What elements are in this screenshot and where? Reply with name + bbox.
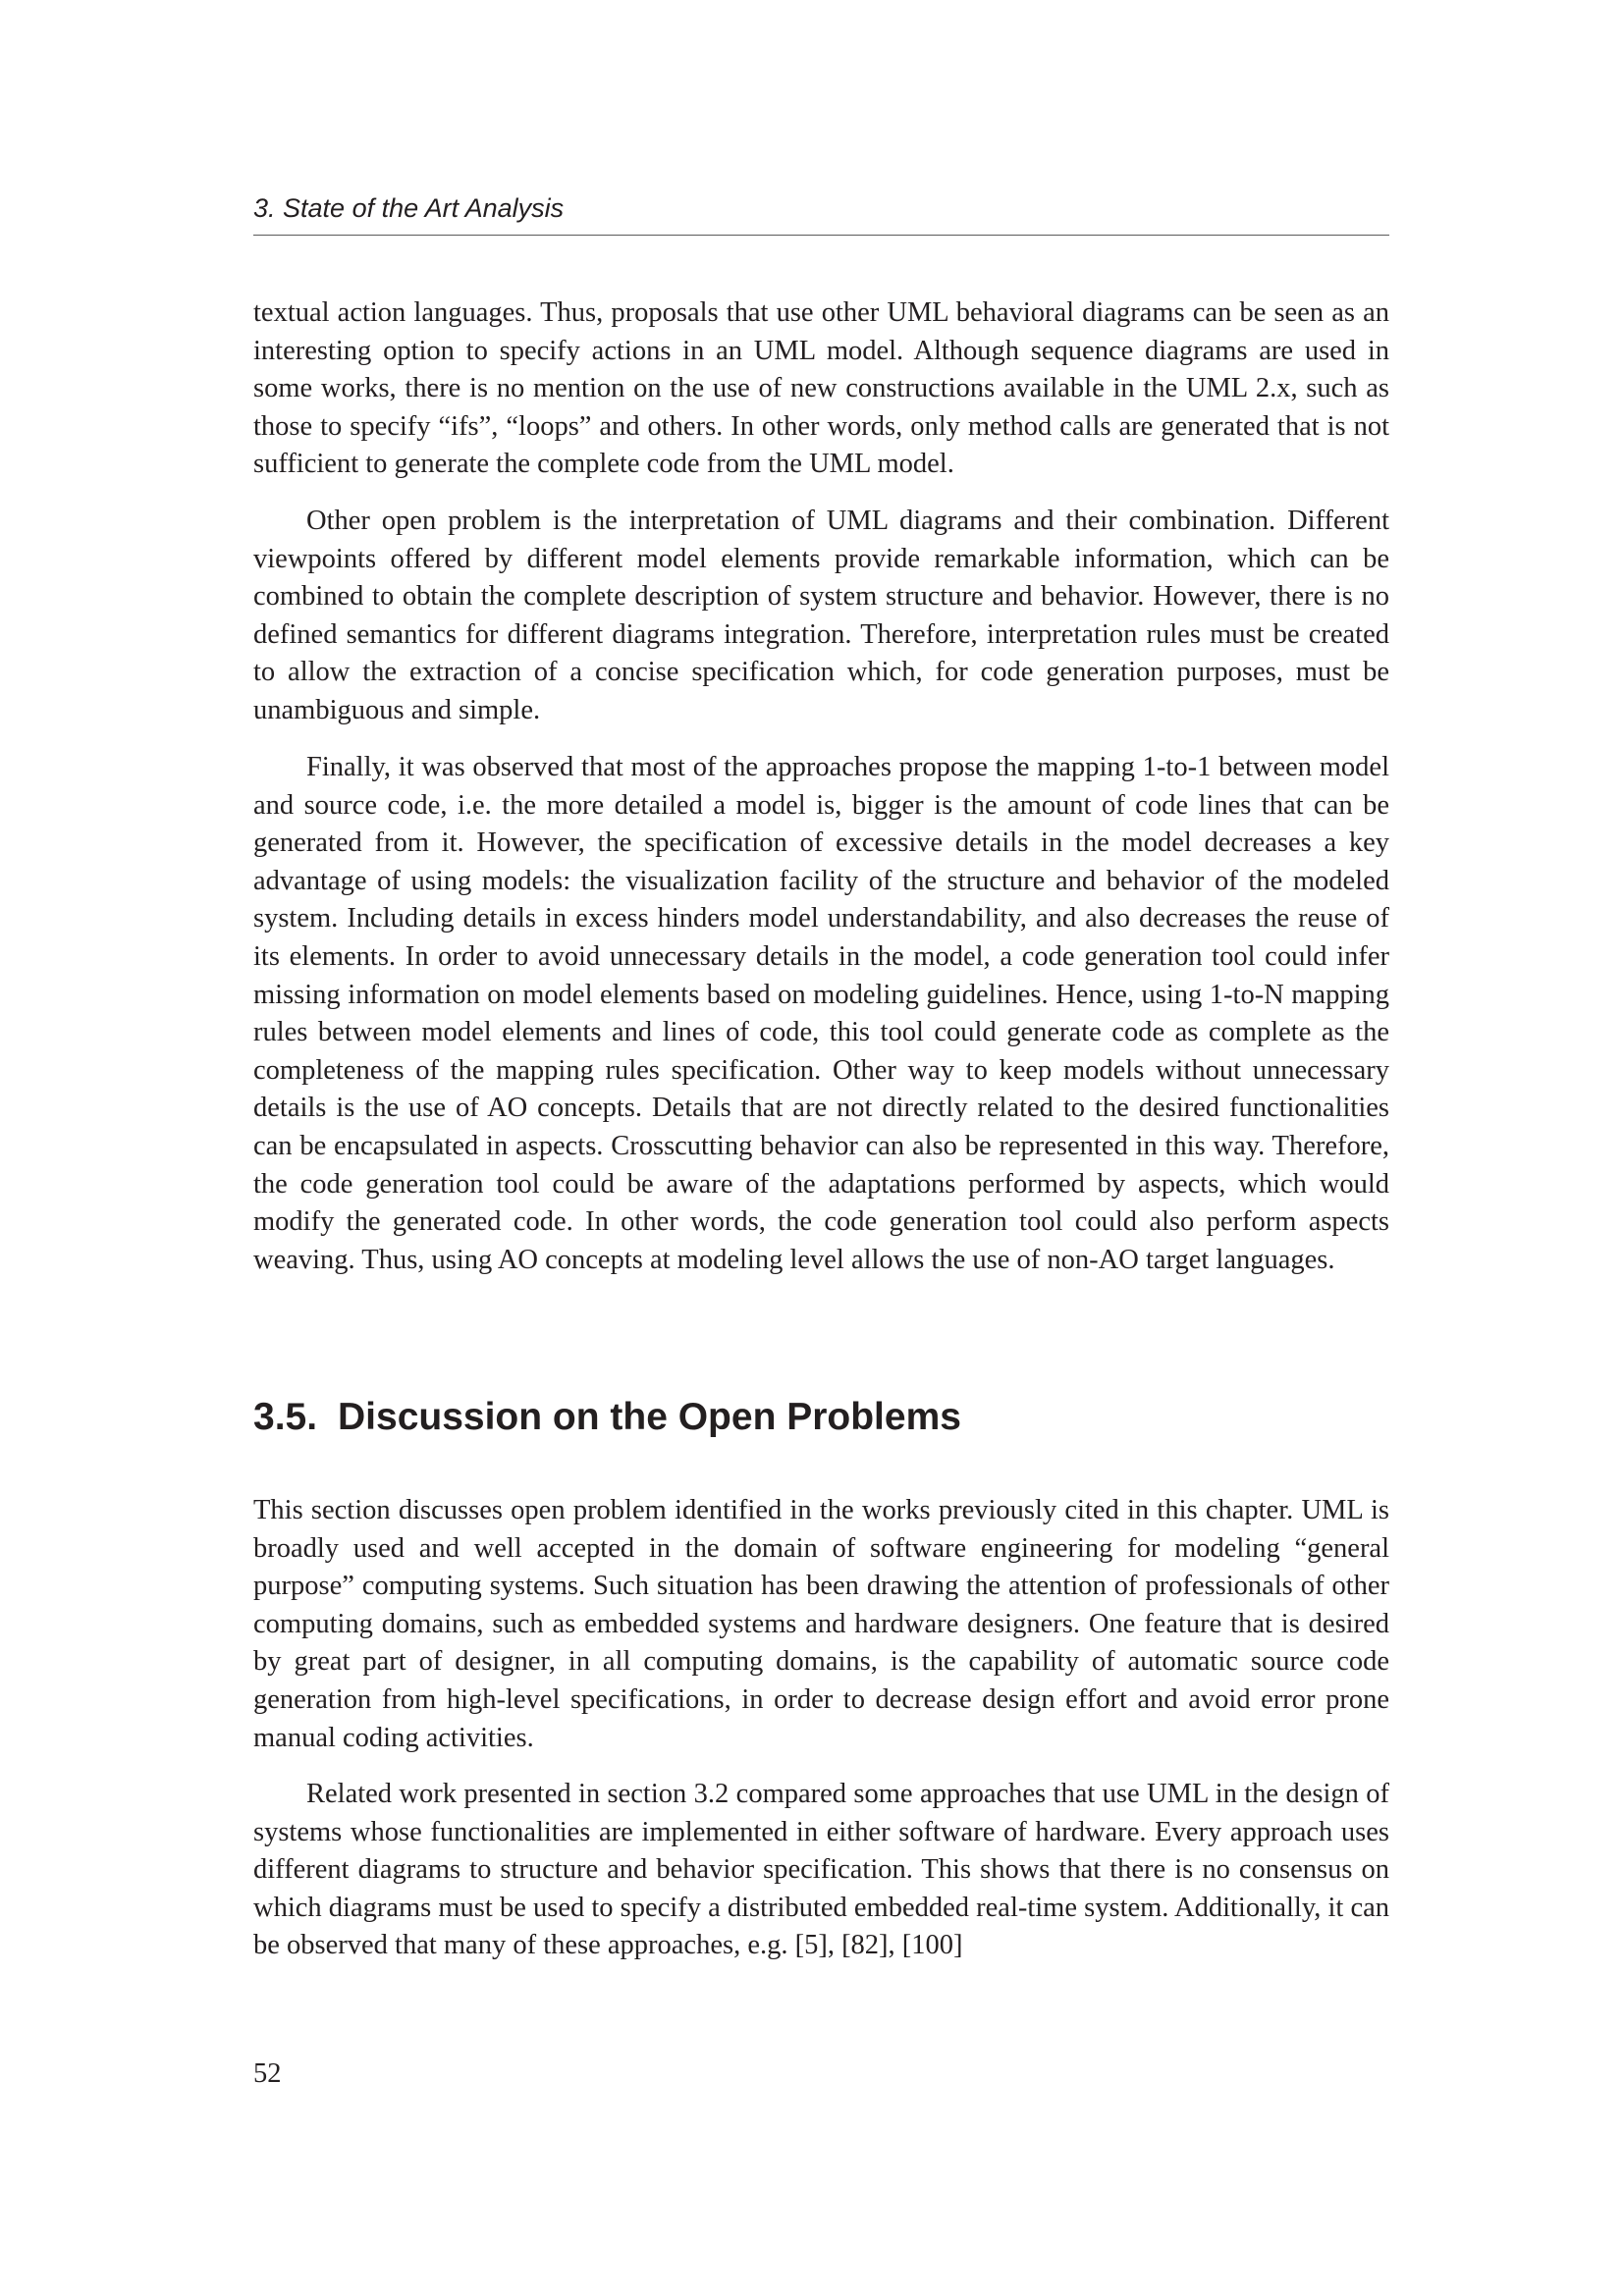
running-header-title: 3. State of the Art Analysis [253,193,565,223]
paragraph-diagram-interpretation: Other open problem is the interpretation of UML diagrams and their combination. Different viewpoints offered by different model elements provide remarkable information, which can be combined to obtain the complete description of system structure and behavior. However, there is no defined semantics for different diagrams integration. Therefore, interpretation rules must be created to allow the extraction of a concise specification which, for code generation purposes, must be unambiguous and simple. [253,506,1389,725]
paragraph-related-work: Related work presented in section 3.2 compared some approaches that use UML in the design of systems whose functionalities are implemented in either software of hardware. Every approach uses different diagrams to structure and behavior specification. This shows that there is no consensus on which diagrams must be used to specify a distributed embedded real-time system. Additionally, it can be observed that many of these approaches, e.g. [5], [82], [100] [253,1779,1389,1961]
running-header [253,192,1389,236]
paragraph-mapping-rules: Finally, it was observed that most of the approaches propose the mapping 1-to-1 between model and source code, i.e. the more detailed a model is, bigger is the amount of code lines that can be generated from it. However, the specification of excessive details in the model decreases a key advantage of using models: the visualization facility of the structure and behavior of the modeled system. Including details in excess hinders model understandability, and also decreases the reuse of its elements. In order to avoid unnecessary details in the model, a code generation tool could infer missing information on model elements based on modeling guidelines. Hence, using 1-to-N mapping rules between model elements and lines of code, this tool could generate code as complete as the completeness of the mapping rules specification. Other way to keep models without unnecessary details is the use of AO concepts. Details that are not directly related to the desired functionalities can be encapsulated in aspects. Crosscutting behavior can also be represented in this way. Therefore, the code generation tool could be aware of the adaptations performed by aspects, which would modify the generated code. In other words, the code generation tool could also perform aspects weaving. Thus, using AO concepts at modeling level allows the use of non-AO target languages. [253,752,1389,1275]
section-heading [253,1394,961,1441]
section-number: 3.5. [253,1396,318,1438]
paragraph-action-languages: textual action languages. Thus, proposals that use other UML behavioral diagrams can be seen as an interesting option to specify actions in an UML model. Although sequence diagrams are used in some works, there is no mention on the use of new constructions available in the UML 2.x, such as those to specify “ifs”, “loops” and others. In other words, only method calls are generated that is not sufficient to generate the complete code from the UML model. [253,297,1389,480]
page-number: 52 [253,2058,282,2089]
section-title: Discussion on the Open Problems [338,1396,961,1438]
paragraph-section-intro: This section discusses open problem identified in the works previously cited in this chapter. UML is broadly used and well accepted in the domain of software engineering for modeling “general purpose” computing systems. Such situation has been drawing the attention of professionals of other computing domains, such as embedded systems and hardware designers. One feature that is desired by great part of designer, in all computing domains, is the capability of automatic source code generation from high-level specifications, in order to decrease design effort and avoid error prone manual coding activities. [253,1495,1389,1753]
